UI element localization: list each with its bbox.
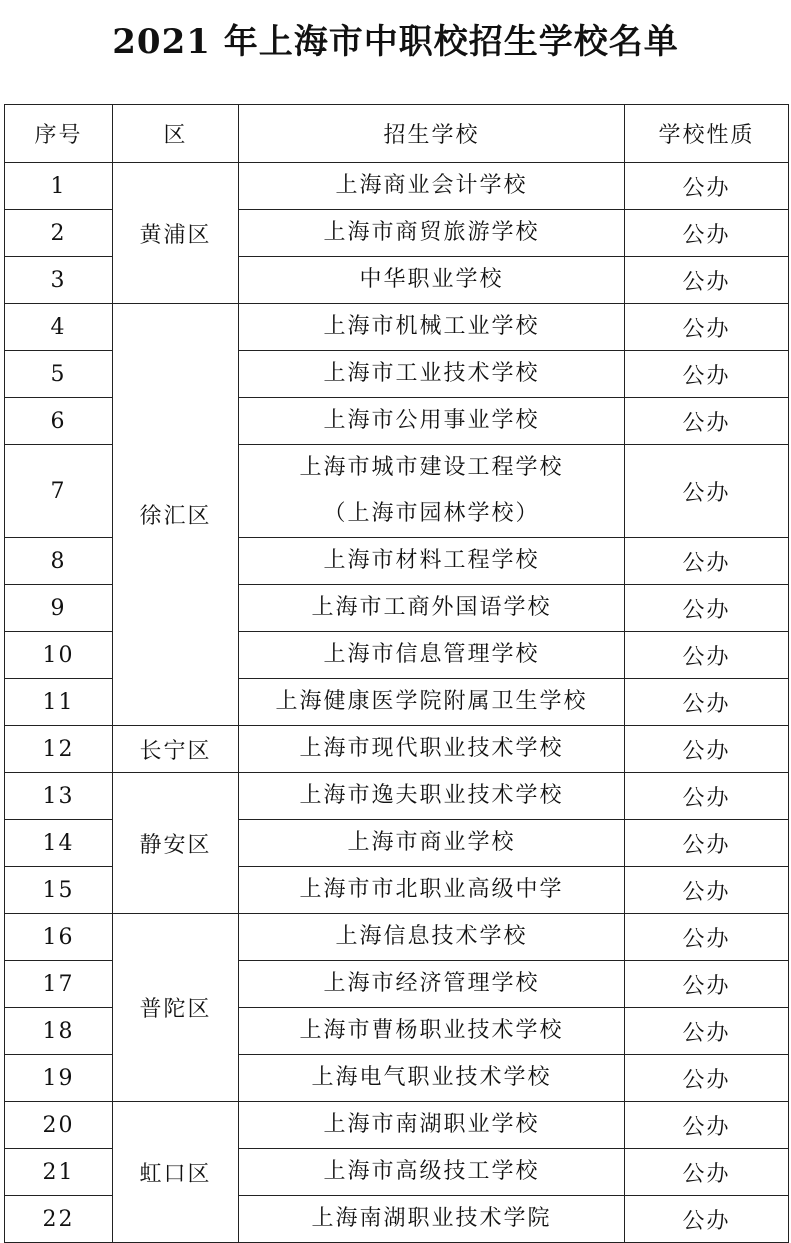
row-seq: 1: [5, 163, 113, 210]
table-header: [5, 105, 789, 163]
school-name: 上海市经济管理学校: [323, 971, 540, 996]
school-cell: [239, 398, 625, 445]
school-nature: 公办: [625, 304, 789, 351]
row-seq: 5: [5, 351, 113, 398]
row-seq: 7: [5, 445, 113, 538]
school-name: 上海市现代职业技术学校: [299, 736, 564, 761]
school-cell: [239, 820, 625, 867]
row-seq: 14: [5, 820, 113, 867]
school-cell: [239, 679, 625, 726]
district-cell: 长宁区: [113, 726, 239, 773]
school-cell: [239, 1055, 625, 1102]
school-cell: [239, 445, 625, 538]
school-nature: 公办: [625, 351, 789, 398]
school-name: 上海市信息管理学校: [323, 642, 540, 667]
school-nature: 公办: [625, 257, 789, 304]
district-cell: 静安区: [113, 773, 239, 914]
school-nature: 公办: [625, 1008, 789, 1055]
school-cell: [239, 257, 625, 304]
table-row: [5, 304, 789, 351]
school-cell: [239, 914, 625, 961]
table-row: [5, 163, 789, 210]
school-cell: [239, 1102, 625, 1149]
row-seq: 17: [5, 961, 113, 1008]
school-nature: 公办: [625, 585, 789, 632]
table-body: [5, 163, 789, 1243]
school-cell: [239, 1196, 625, 1243]
school-name: 上海电气职业技术学校: [311, 1065, 552, 1090]
row-seq: 21: [5, 1149, 113, 1196]
row-seq: 19: [5, 1055, 113, 1102]
school-nature: 公办: [625, 632, 789, 679]
school-name: 上海市南湖职业学校: [323, 1112, 540, 1137]
header-seq: 序号: [5, 105, 113, 163]
header-nature: 学校性质: [625, 105, 789, 163]
district-cell: 虹口区: [113, 1102, 239, 1243]
school-nature: 公办: [625, 961, 789, 1008]
school-nature: 公办: [625, 445, 789, 538]
school-cell: [239, 632, 625, 679]
school-name: 上海健康医学院附属卫生学校: [275, 689, 588, 714]
header-district: 区: [113, 105, 239, 163]
row-seq: 4: [5, 304, 113, 351]
school-cell: [239, 585, 625, 632]
school-nature: 公办: [625, 538, 789, 585]
school-nature: 公办: [625, 773, 789, 820]
school-name: 上海市商业学校: [347, 830, 516, 855]
page-title: 2021 年上海市中职校招生学校名单: [112, 22, 679, 62]
row-seq: 15: [5, 867, 113, 914]
school-name: 上海市工业技术学校: [323, 361, 540, 386]
row-seq: 11: [5, 679, 113, 726]
district-cell: 黄浦区: [113, 163, 239, 304]
school-name: 上海市市北职业高级中学: [299, 877, 564, 902]
school-name: 上海市公用事业学校: [323, 408, 540, 433]
school-name: 上海市曹杨职业技术学校: [299, 1018, 564, 1043]
school-cell: [239, 351, 625, 398]
school-nature: 公办: [625, 726, 789, 773]
district-cell: 徐汇区: [113, 304, 239, 726]
row-seq: 12: [5, 726, 113, 773]
row-seq: 3: [5, 257, 113, 304]
school-name: 上海市城市建设工程学校: [299, 455, 564, 480]
school-name: 上海市商贸旅游学校: [323, 220, 540, 245]
header-school: 招生学校: [239, 105, 625, 163]
school-nature: 公办: [625, 1149, 789, 1196]
row-seq: 22: [5, 1196, 113, 1243]
school-nature: 公办: [625, 210, 789, 257]
school-nature: 公办: [625, 163, 789, 210]
school-name: 上海信息技术学校: [335, 924, 528, 949]
school-name: 上海市机械工业学校: [323, 314, 540, 339]
row-seq: 20: [5, 1102, 113, 1149]
school-nature: 公办: [625, 1196, 789, 1243]
school-cell: [239, 773, 625, 820]
table-row: [5, 726, 789, 773]
school-cell: [239, 961, 625, 1008]
row-seq: 16: [5, 914, 113, 961]
school-nature: 公办: [625, 820, 789, 867]
school-nature: 公办: [625, 914, 789, 961]
school-name: （上海市园林学校）: [323, 501, 540, 526]
school-nature: 公办: [625, 398, 789, 445]
table-row: [5, 773, 789, 820]
school-name: 中华职业学校: [359, 267, 504, 292]
row-seq: 10: [5, 632, 113, 679]
row-seq: 18: [5, 1008, 113, 1055]
school-nature: 公办: [625, 1102, 789, 1149]
school-cell: [239, 867, 625, 914]
school-name: 上海商业会计学校: [335, 173, 528, 198]
school-nature: 公办: [625, 1055, 789, 1102]
school-name: 上海市高级技工学校: [323, 1159, 540, 1184]
table-row: [5, 1102, 789, 1149]
row-seq: 6: [5, 398, 113, 445]
row-seq: 13: [5, 773, 113, 820]
row-seq: 8: [5, 538, 113, 585]
school-cell: [239, 163, 625, 210]
school-name: 上海南湖职业技术学院: [311, 1206, 552, 1231]
school-name: 上海市逸夫职业技术学校: [299, 783, 564, 808]
school-cell: [239, 1008, 625, 1055]
school-nature: 公办: [625, 679, 789, 726]
row-seq: 9: [5, 585, 113, 632]
row-seq: 2: [5, 210, 113, 257]
school-cell: [239, 1149, 625, 1196]
school-cell: [239, 538, 625, 585]
header-row: [5, 105, 789, 163]
table-row: [5, 914, 789, 961]
school-name: 上海市工商外国语学校: [311, 595, 552, 620]
district-cell: 普陀区: [113, 914, 239, 1102]
school-name: 上海市材料工程学校: [323, 548, 540, 573]
school-cell: [239, 304, 625, 351]
school-cell: [239, 210, 625, 257]
school-list-table: [4, 104, 789, 1243]
school-cell: [239, 726, 625, 773]
school-nature: 公办: [625, 867, 789, 914]
